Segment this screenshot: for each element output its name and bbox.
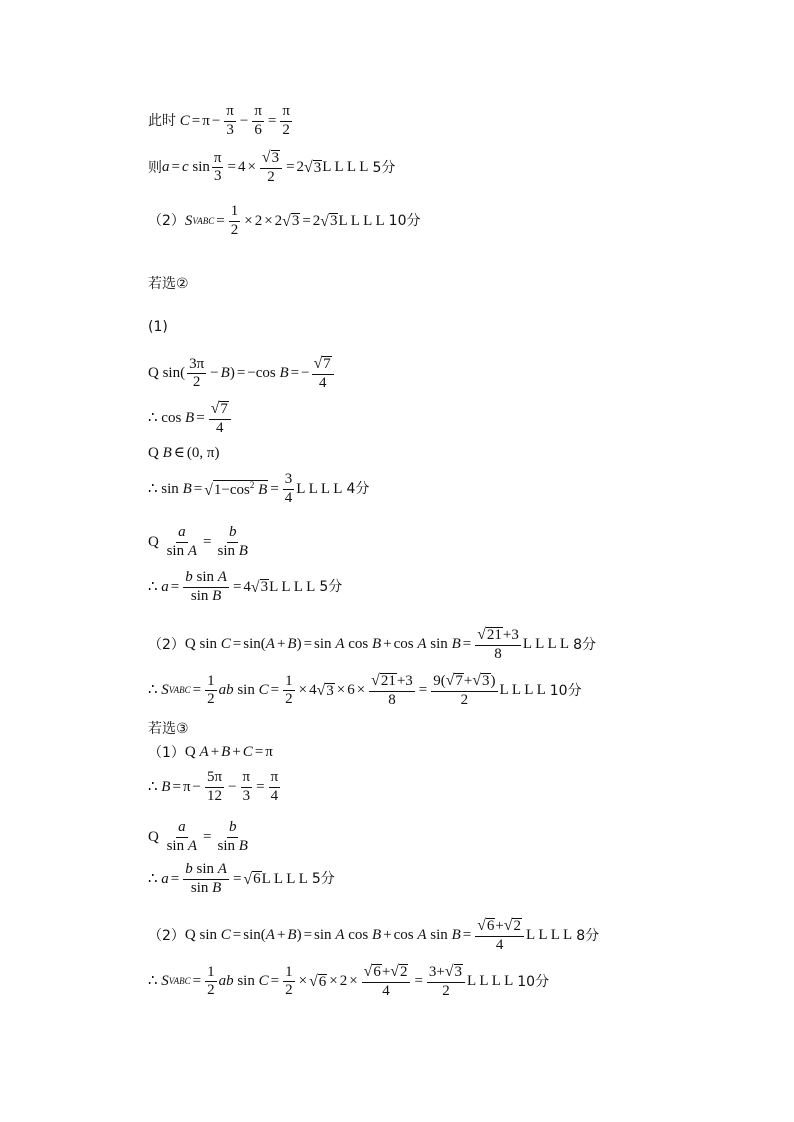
equation-line-2: 则 a = c sin $\frac{\pi}{3}$ = 4 × √ 3 2 = 2 √ 3 L L L L 5分 — [148, 149, 396, 185]
fraction: √ 21 +3 8 — [477, 626, 519, 662]
fraction: $\frac{b}{\text{sin B}}$ — [217, 524, 248, 559]
fraction: $\frac{\pi}{3}$ — [213, 149, 222, 185]
option-heading-2: 若选② — [148, 276, 189, 292]
part-label: （2） — [148, 636, 185, 653]
because-symbol: Q — [148, 365, 159, 382]
equation-line-17: ∴ S VABC = $\frac{1}{2}$ ab sin C = $\frac{1}{2}$ × √ 6 × 2 × √ 6 + √ 2 4 = 3+ √ 3 2 L L L L 10分 — [148, 963, 550, 999]
fraction: √ 6 + √ 2 4 — [362, 964, 411, 1000]
fraction: √ 7 4 — [312, 356, 334, 392]
fraction: $\frac{\pi}{3}$ — [242, 769, 251, 804]
score-label: 8分 — [576, 927, 600, 944]
equation-line-7: ∴ sin B = √ $1-\cos^2$ B = $\frac{3}{4}$ L L L L 4分 — [148, 471, 370, 506]
score-label: 10分 — [388, 213, 421, 230]
part-label: （2） — [148, 927, 185, 944]
fraction: √ 7 4 — [209, 401, 231, 437]
fraction: √ 21 +3 8 — [371, 672, 413, 708]
fraction: $\frac{3\pi}{2}$ — [189, 355, 205, 391]
part-heading: (1) — [148, 319, 168, 335]
fraction: $\frac{\text{b sin A}}{\text{sin B}}$ — [185, 861, 227, 896]
therefore-symbol: ∴ — [148, 410, 158, 427]
fraction: $\frac{b}{\text{sin B}}$ — [217, 819, 248, 854]
therefore-symbol: ∴ — [148, 973, 158, 990]
fraction: $\frac{\text{b sin A}}{\text{sin B}}$ — [185, 569, 227, 604]
fraction: $\frac{\pi}{6}$ — [254, 103, 262, 138]
equation-line-10: （2） Q sin C = sin( A + B ) = sin A cos B + cos A sin B = √ 21 +3 8 L L L L 8分 — [148, 626, 596, 662]
fraction: $\frac{3}{4}$ — [284, 471, 293, 506]
ellipsis-dots: L L L L — [525, 927, 573, 944]
ze-text: 则 — [148, 159, 162, 176]
equation-line-14: Q $\frac{a}{\text{sin A}}$ = $\frac{b}{\text{sin B}}$ — [148, 819, 248, 854]
fraction: $\frac{a}{\text{sin A}}$ — [166, 819, 198, 854]
equation-line-12: （1） Q A + B + C = π — [148, 744, 273, 761]
equation-line-8: Q $\frac{a}{\text{sin A}}$ = $\frac{b}{\text{sin B}}$ — [148, 524, 248, 559]
fraction: $\frac{1}{2}$ — [207, 963, 215, 999]
fraction: $\frac{1}{2}$ — [207, 672, 215, 708]
subscript: VABC — [192, 215, 215, 226]
equation-line-9: ∴ a = $\frac{\text{b sin A}}{\text{sin B}}$ = 4 √ 3 L L L L 5分 — [148, 569, 343, 604]
therefore-symbol: ∴ — [148, 870, 158, 887]
score-label: 10分 — [517, 973, 550, 990]
because-symbol: Q — [148, 828, 159, 845]
fraction: $\frac{\pi}{3}$ — [226, 103, 234, 138]
equation-line-5: ∴ cos B = √ 7 4 — [148, 401, 233, 437]
equation-line-15: ∴ a = $\frac{\text{b sin A}}{\text{sin B}}$ = √ 6 L L L L 5分 — [148, 861, 335, 896]
fraction: $\frac{\pi}{2}$ — [282, 103, 290, 138]
part-label: （2） — [148, 213, 185, 230]
fraction: $\frac{1}{2}$ — [285, 672, 293, 708]
therefore-symbol: ∴ — [148, 682, 158, 699]
equation-line-13: ∴ B = π − $\frac{5\pi}{12}$ − $\frac{\pi}{3}$ = $\frac{\pi}{4}$ — [148, 769, 279, 804]
score-label: 5分 — [319, 579, 343, 596]
ellipsis-dots: L L L L — [338, 212, 385, 229]
score-label: 10分 — [549, 682, 582, 699]
fraction: 9( √ 7 + √ 3 ) 2 — [433, 672, 496, 708]
equation-line-1: 此时 C = π − $\frac{\pi}{3}$ − $\frac{\pi}{6}$ = $\frac{\pi}{2}$ — [148, 103, 290, 138]
option-heading-3: 若选③ — [148, 721, 189, 737]
ellipsis-dots: L L L L — [467, 973, 514, 990]
fraction: $\frac{1}{2}$ — [285, 963, 293, 999]
fraction: $\frac{a}{\text{sin A}}$ — [166, 524, 198, 559]
subscript: VABC — [168, 976, 191, 987]
score-label: 5分 — [311, 871, 335, 888]
ellipsis-dots: L L L L — [269, 578, 316, 595]
because-symbol: Q — [148, 533, 159, 550]
ellipsis-dots: L L L L — [322, 159, 369, 176]
fraction: $\frac{1}{2}$ — [230, 203, 239, 238]
therefore-symbol: ∴ — [148, 578, 158, 595]
score-label: 5分 — [372, 159, 396, 176]
equation-line-4: Q sin( $\frac{3\pi}{2}$ − B ) = −cos B = − √ 7 4 — [148, 356, 336, 392]
equation-line-16: （2） Q sin C = sin( A + B ) = sin A cos B + cos A sin B = √ 6 + √ 2 4 L L L L 8分 — [148, 917, 600, 953]
score-label: 4分 — [346, 481, 370, 498]
ellipsis-dots: L L L L — [261, 870, 308, 887]
because-symbol: Q — [184, 636, 196, 653]
ellipsis-dots: L L L L — [499, 682, 546, 699]
part-label: （1） — [148, 744, 185, 761]
equation-line-11: ∴ S VABC = $\frac{1}{2}$ ab sin C = $\frac{1}{2}$ × 4 √ 3 × 6 × √ 21 +3 8 = 9( √ 7 + √ 3 ) 2 L L L L 10分 — [148, 672, 582, 708]
fraction: √ 3 2 — [260, 150, 282, 186]
equation-line-3: （2） S VABC = $\frac{1}{2}$ × 2 × 2 √ 3 = 2 √ 3 L L L L 10分 — [148, 203, 421, 238]
subscript: VABC — [168, 685, 191, 696]
fraction: $\frac{5\pi}{12}$ — [206, 769, 223, 804]
because-symbol: Q — [184, 927, 196, 944]
because-symbol: Q — [148, 445, 159, 461]
fraction: $\frac{\pi}{4}$ — [270, 769, 279, 804]
fraction: 3+ √ 3 2 — [427, 964, 465, 1000]
cishi-text: 此时 — [148, 113, 176, 130]
ellipsis-dots: L L L L — [522, 636, 570, 653]
equation-line-6: Q B ∈ (0, π) — [148, 445, 220, 461]
ellipsis-dots: L L L L — [296, 480, 343, 497]
score-label: 8分 — [573, 636, 596, 653]
therefore-symbol: ∴ — [148, 480, 158, 497]
because-symbol: Q — [184, 744, 196, 760]
fraction: √ 6 + √ 2 4 — [475, 918, 524, 954]
therefore-symbol: ∴ — [148, 778, 158, 795]
